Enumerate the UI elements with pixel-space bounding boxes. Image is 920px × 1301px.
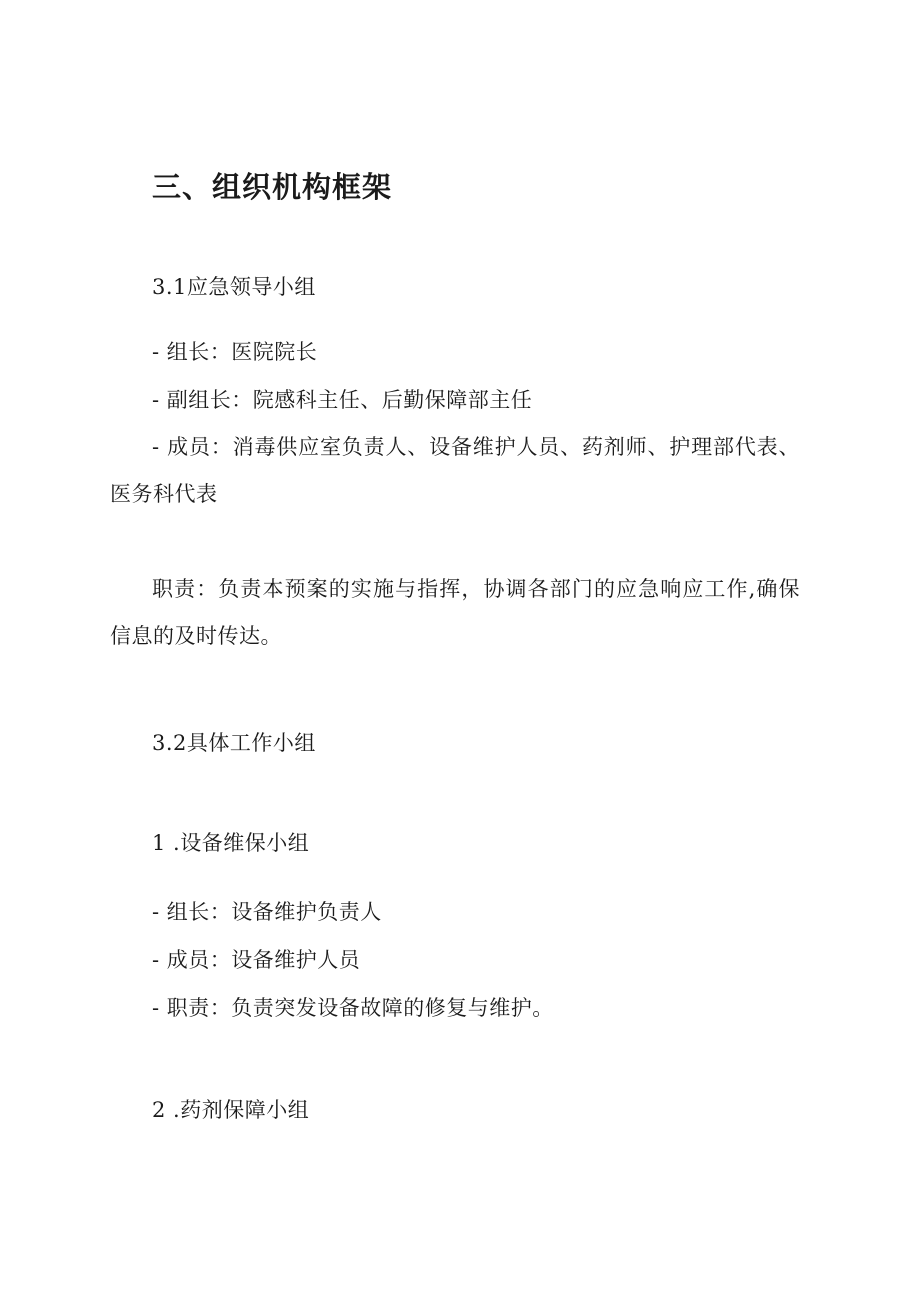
leader-line: - 组长：医院院长 bbox=[152, 340, 318, 364]
group-2-title: 2 .药剂保障小组 bbox=[152, 1098, 310, 1122]
group-1-title: 1 .设备维保小组 bbox=[152, 831, 310, 855]
section-heading: 三、组织机构框架 bbox=[152, 170, 393, 204]
group-1-leader-line: - 组长：设备维护负责人 bbox=[152, 900, 382, 924]
duty-paragraph: 职责：负责本预案的实施与指挥，协调各部门的应急响应工作,确保信息的及时传达。 bbox=[110, 577, 800, 648]
group-1-duty-line: - 职责：负责突发设备故障的修复与维护。 bbox=[152, 996, 554, 1020]
members-paragraph: - 成员：消毒供应室负责人、设备维护人员、药剂师、护理部代表、医务科代表 bbox=[110, 435, 800, 506]
subsection-title-3-2: 3.2具体工作小组 bbox=[152, 731, 316, 755]
subsection-title-3-1: 3.1应急领导小组 bbox=[152, 275, 316, 299]
deputy-leader-line: - 副组长：院感科主任、后勤保障部主任 bbox=[152, 388, 533, 412]
group-1-members-line: - 成员：设备维护人员 bbox=[152, 948, 361, 972]
